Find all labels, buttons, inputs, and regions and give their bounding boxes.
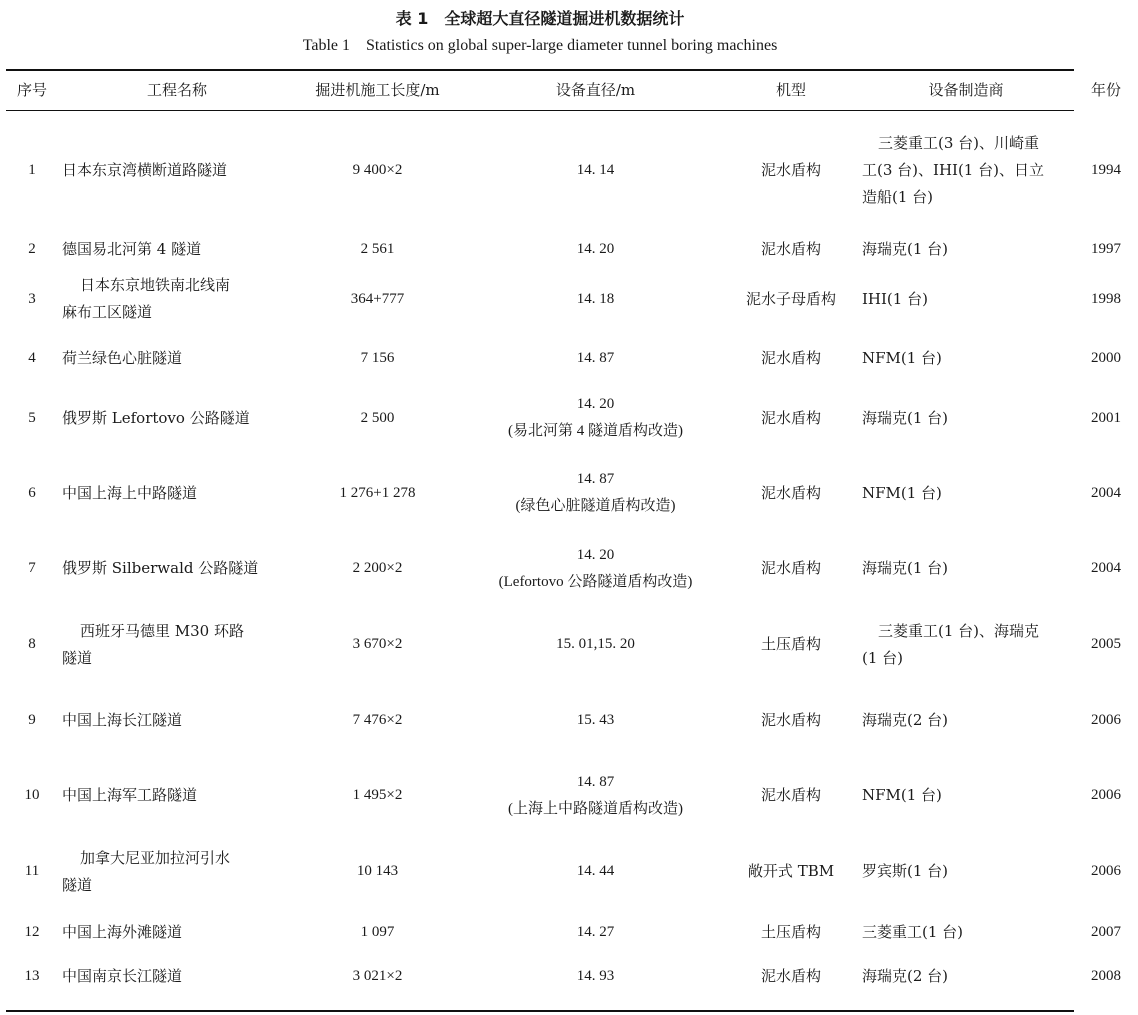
cell-diameter-line: 14. 20 <box>576 241 615 257</box>
cell-maker <box>850 269 1074 329</box>
header-row <box>6 71 1138 110</box>
cell-year: 2004 <box>1091 560 1121 576</box>
table-title-chinese: 表 1 全球超大直径隧道掘进机数据统计 <box>395 9 685 28</box>
header-length: 掘进机施工长度/m <box>315 81 440 99</box>
cell-year: 2001 <box>1091 409 1121 426</box>
cell-maker-line: 海瑞克(1 台) <box>862 408 949 427</box>
cell-name-line: 加拿大尼亚加拉河引水 <box>80 848 231 867</box>
table-number: Table 1 <box>302 37 351 54</box>
cell-diameter <box>459 388 732 448</box>
cell-name <box>58 841 296 902</box>
cell-name <box>58 538 296 599</box>
cell-diameter-line: (易北河第 4 隧道盾构改造) <box>508 423 683 439</box>
cell-diameter-line: 15. 01,15. 20 <box>556 636 635 652</box>
cell-name-line: 中国上海上中路隧道 <box>62 483 198 502</box>
cell-year: 1997 <box>1091 241 1121 257</box>
cell-maker-line: 海瑞克(1 台) <box>862 240 949 258</box>
cell-no: 1 <box>28 161 36 178</box>
cell-name-line: 隧道 <box>62 875 93 894</box>
cell-maker-line: NFM(1 台) <box>862 483 942 502</box>
cell-year: 2007 <box>1091 923 1121 940</box>
cell-diameter-line: (Lefortovo 公路隧道盾构改造) <box>498 573 693 590</box>
cell-year: 2005 <box>1091 636 1121 652</box>
cell-diameter-line: 14. 20 <box>576 546 615 563</box>
cell-name <box>58 448 296 538</box>
cell-type: 泥水盾构 <box>760 240 821 258</box>
cell-maker-line: 三菱重工(1 台) <box>862 922 964 941</box>
cell-name <box>58 110 296 230</box>
cell-diameter <box>459 110 732 230</box>
cell-diameter <box>459 902 732 962</box>
cell-type: 泥水盾构 <box>760 710 821 729</box>
cell-maker <box>850 388 1074 448</box>
cell-maker-line: 三菱重工(1 台)、海瑞克 <box>878 621 1040 640</box>
cell-no: 5 <box>28 409 36 426</box>
cell-diameter <box>459 230 732 269</box>
cell-type: 泥水盾构 <box>760 349 821 367</box>
cell-length: 7 476×2 <box>352 711 403 728</box>
cell-name-line: 麻布工区隧道 <box>62 303 153 321</box>
cell-year: 2006 <box>1091 863 1121 879</box>
cell-length: 3 670×2 <box>352 636 403 652</box>
cell-diameter <box>459 538 732 599</box>
cell-maker-line: 工(3 台)、IHI(1 台)、日立 <box>862 160 1044 179</box>
cell-diameter <box>459 448 732 538</box>
cell-year: 2006 <box>1091 787 1121 803</box>
cell-type: 泥水盾构 <box>760 483 821 502</box>
cell-no: 12 <box>24 923 40 940</box>
cell-diameter <box>459 750 732 841</box>
cell-maker <box>850 230 1074 269</box>
table-row <box>6 110 1138 230</box>
cell-name <box>58 750 296 841</box>
table-row <box>6 448 1138 538</box>
cell-name-line: 俄罗斯 Silberwald 公路隧道 <box>62 559 259 577</box>
cell-maker-line: 三菱重工(3 台)、川崎重 <box>878 133 1040 152</box>
cell-length: 1 097 <box>360 923 395 940</box>
cell-type: 泥水盾构 <box>760 408 821 427</box>
data-table <box>6 71 1138 991</box>
header-no: 序号 <box>16 81 47 99</box>
cell-name-line: 日本东京湾横断道路隧道 <box>62 160 228 179</box>
cell-length: 364+777 <box>350 290 405 307</box>
cell-name <box>58 690 296 750</box>
table-row <box>6 750 1138 841</box>
cell-length: 2 561 <box>360 241 395 257</box>
cell-name-line: 德国易北河第 4 隧道 <box>62 240 202 258</box>
table-row <box>6 599 1138 690</box>
cell-maker <box>850 110 1074 230</box>
cell-type: 土压盾构 <box>760 922 821 941</box>
cell-year: 2000 <box>1091 350 1121 366</box>
cell-diameter-line: 14. 18 <box>576 290 615 307</box>
cell-maker <box>850 538 1074 599</box>
cell-no: 13 <box>24 968 40 984</box>
cell-no: 2 <box>28 241 36 257</box>
cell-maker-line: IHI(1 台) <box>862 289 928 308</box>
cell-length: 10 143 <box>356 863 399 879</box>
table-row <box>6 902 1138 962</box>
cell-diameter-line: 15. 43 <box>576 711 615 728</box>
cell-year: 1994 <box>1091 161 1121 178</box>
cell-maker-line: NFM(1 台) <box>862 349 942 367</box>
cell-no: 9 <box>28 711 36 728</box>
cell-maker <box>850 750 1074 841</box>
cell-year: 2008 <box>1091 968 1121 984</box>
cell-diameter-line: 14. 27 <box>576 923 615 940</box>
header-year: 年份 <box>1090 81 1121 99</box>
cell-diameter <box>459 841 732 902</box>
cell-length: 1 276+1 278 <box>339 484 416 501</box>
table-row <box>6 538 1138 599</box>
cell-length: 1 495×2 <box>352 787 403 803</box>
cell-maker-line: 罗宾斯(1 台) <box>862 862 949 880</box>
cell-no: 11 <box>24 863 40 879</box>
cell-length: 2 500 <box>360 409 395 426</box>
cell-diameter-line: 14. 87 <box>576 350 615 366</box>
cell-name <box>58 230 296 269</box>
cell-diameter-line: 14. 93 <box>576 968 615 984</box>
cell-diameter <box>459 599 732 690</box>
cell-name-line: 中国上海长江隧道 <box>62 710 183 729</box>
cell-no: 7 <box>28 560 36 576</box>
cell-year: 2004 <box>1091 484 1121 501</box>
cell-name-line: 中国上海军工路隧道 <box>62 786 198 804</box>
cell-name-line: 日本东京地铁南北线南 <box>80 276 231 294</box>
cell-no: 6 <box>28 484 36 501</box>
cell-type: 泥水子母盾构 <box>745 289 836 308</box>
cell-diameter <box>459 269 732 329</box>
table-title-english-text: Statistics on global super-large diameter tunnel boring machines <box>366 37 778 54</box>
cell-maker <box>850 448 1074 538</box>
cell-maker-line: 海瑞克(1 台) <box>862 559 949 577</box>
cell-length: 3 021×2 <box>352 968 403 984</box>
bottom-rule <box>6 1010 1074 1012</box>
cell-maker <box>850 902 1074 962</box>
cell-name-line: 荷兰绿色心脏隧道 <box>62 349 183 367</box>
table-body <box>6 110 1138 991</box>
cell-year: 1998 <box>1091 290 1121 307</box>
cell-name-line: 中国上海外滩隧道 <box>62 922 183 941</box>
cell-name <box>58 599 296 690</box>
cell-maker <box>850 962 1074 991</box>
cell-type: 土压盾构 <box>760 635 821 653</box>
cell-length: 2 200×2 <box>352 560 403 576</box>
cell-no: 8 <box>28 636 36 652</box>
cell-maker <box>850 599 1074 690</box>
cell-diameter-line: (上海上中路隧道盾构改造) <box>508 800 683 817</box>
cell-maker-line: 造船(1 台) <box>862 187 934 206</box>
cell-maker-line: 海瑞克(2 台) <box>862 967 949 985</box>
cell-diameter-line: 14. 87 <box>576 471 615 487</box>
cell-diameter <box>459 962 732 991</box>
cell-type: 泥水盾构 <box>760 160 821 179</box>
table-title-english <box>0 37 1080 55</box>
cell-name-line: 俄罗斯 Lefortovo 公路隧道 <box>62 408 250 427</box>
cell-name <box>58 329 296 388</box>
cell-diameter <box>459 690 732 750</box>
table-row <box>6 690 1138 750</box>
cell-no: 4 <box>28 350 36 366</box>
cell-maker-line: NFM(1 台) <box>862 786 942 804</box>
cell-maker <box>850 329 1074 388</box>
cell-name <box>58 269 296 329</box>
cell-type: 泥水盾构 <box>760 559 821 577</box>
header-type: 机型 <box>775 81 806 99</box>
table-row <box>6 841 1138 902</box>
cell-name-line: 西班牙马德里 M30 环路 <box>80 621 244 640</box>
cell-maker-line: (1 台) <box>862 648 904 667</box>
cell-length: 9 400×2 <box>352 161 403 178</box>
cell-name <box>58 902 296 962</box>
table-row <box>6 230 1138 269</box>
table-row <box>6 962 1138 991</box>
cell-no: 10 <box>24 787 40 803</box>
header-diameter: 设备直径/m <box>555 81 636 99</box>
table-row <box>6 269 1138 329</box>
cell-name <box>58 388 296 448</box>
cell-year: 2006 <box>1091 711 1121 728</box>
cell-maker-line: 海瑞克(2 台) <box>862 710 949 729</box>
table-row <box>6 329 1138 388</box>
table-row <box>6 388 1138 448</box>
cell-type: 敞开式 TBM <box>747 862 835 880</box>
header-maker: 设备制造商 <box>928 81 1004 99</box>
cell-type: 泥水盾构 <box>760 786 821 804</box>
cell-type: 泥水盾构 <box>760 967 821 985</box>
cell-length: 7 156 <box>360 350 395 366</box>
cell-diameter-line: 14. 20 <box>576 396 615 412</box>
cell-diameter <box>459 329 732 388</box>
cell-maker <box>850 690 1074 750</box>
cell-name-line: 隧道 <box>62 648 93 667</box>
cell-diameter-line: 14. 87 <box>576 773 615 790</box>
cell-diameter-line: (绿色心脏隧道盾构改造) <box>515 498 676 514</box>
cell-diameter-line: 14. 14 <box>576 161 615 178</box>
cell-no: 3 <box>28 290 36 307</box>
header-name: 工程名称 <box>146 81 207 99</box>
cell-maker <box>850 841 1074 902</box>
cell-diameter-line: 14. 44 <box>576 863 615 879</box>
cell-name <box>58 962 296 991</box>
cell-name-line: 中国南京长江隧道 <box>62 967 183 985</box>
